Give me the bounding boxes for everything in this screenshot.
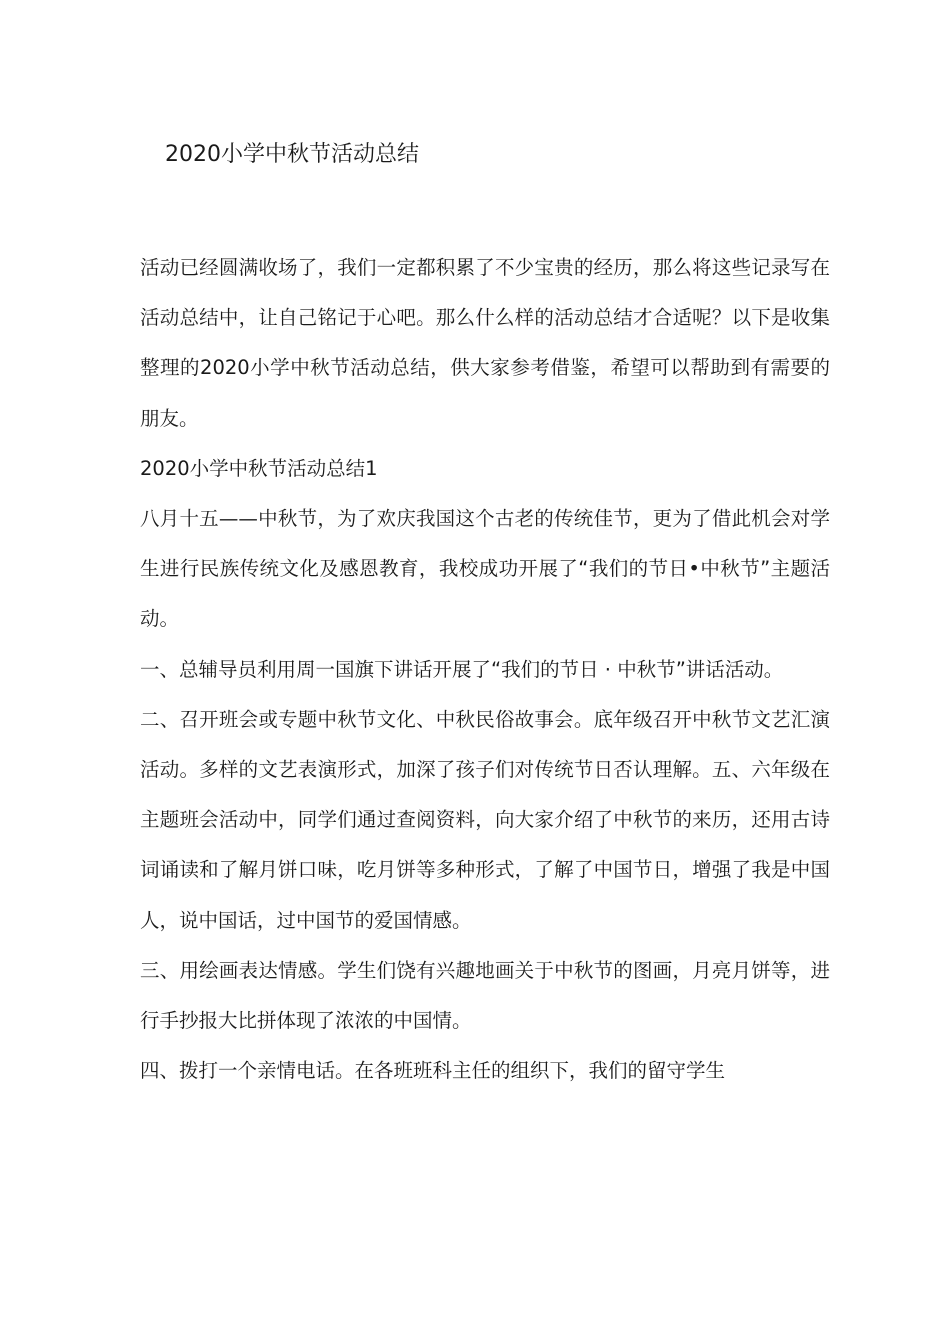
document-title: 2020小学中秋节活动总结 [165,142,419,167]
section-heading: 2020小学中秋节活动总结1 [140,456,378,480]
document-body [140,243,830,1096]
body-paragraph: 八月十五——中秋节，为了欢庆我国这个古老的传统佳节，更为了借此机会对学生进行民族传统文化及感恩教育，我校成功开展了“我们的节日•中秋节”主题活动。 [140,507,830,631]
body-paragraph: 一、总辅导员利用周一国旗下讲话开展了“我们的节日 · 中秋节”讲话活动。 [140,657,784,681]
intro-paragraph: 活动已经圆满收场了，我们一定都积累了不少宝贵的经历，那么将这些记录写在活动总结中，让自己铭记于心吧。那么什么样的活动总结才合适呢？以下是收集整理的2020小学中秋节活动总结，供大家参考借鉴，希望可以帮助到有需要的朋友。 [140,256,830,430]
body-paragraph: 二、召开班会或专题中秋节文化、中秋民俗故事会。底年级召开中秋节文艺汇演活动。多样的文艺表演形式，加深了孩子们对传统节日否认理解。五、六年级在主题班会活动中，同学们通过查阅资料，向大家介绍了中秋节的来历，还用古诗词诵读和了解月饼口味，吃月饼等多种形式，了解了中国节日，增强了我是中国人，说中国话，过中国节的爱国情感。 [140,707,830,932]
body-paragraph: 四、拨打一个亲情电话。在各班班科主任的组织下，我们的留守学生 [140,1059,726,1083]
body-paragraph: 三、用绘画表达情感。学生们饶有兴趣地画关于中秋节的图画，月亮月饼等，进行手抄报大比拼体现了浓浓的中国情。 [140,958,830,1033]
